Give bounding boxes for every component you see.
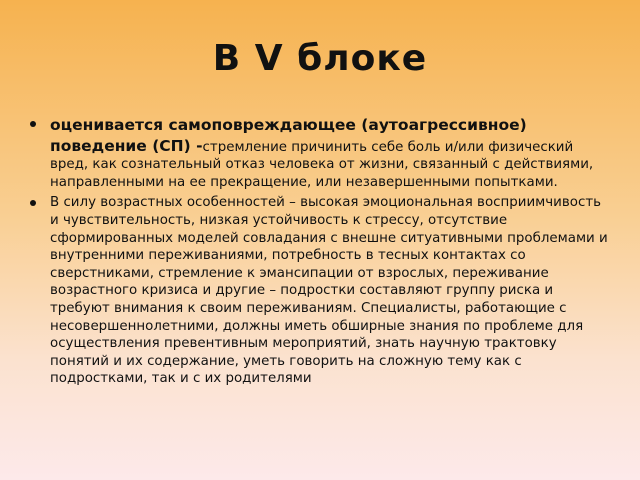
bullet-item-definition xyxy=(28,115,608,191)
bullet-item-risk-group xyxy=(28,194,608,388)
slide-title: В V блоке xyxy=(212,38,428,79)
bullet-lead-text: оценивается самоповреждающее (аутоагрессивное) поведение (СП) - xyxy=(50,116,527,155)
bullet-body-text: стремление причинить себе боль и/или физический вред, как сознательный отказ человека от жизни, связанный с действиями, направленными на ее прекращение, или незавершенными попытками. xyxy=(50,139,594,190)
bullet-dot-icon xyxy=(30,200,36,206)
bullet-dot-icon xyxy=(30,121,36,127)
bullet-list xyxy=(28,115,608,391)
bullet-body-text: В силу возрастных особенностей – высокая эмоциональная восприимчивость и чувствительность, низкая устойчивость к стрессу, отсутствие сформированных моделей совладания с внешне ситуативными проблемами и внутренними переживаниями, потребность в тесных контактах со сверстниками, стремление к эмансипации от взрослых, переживание возрастного кризиса и другие – подростки составляют группу риска и требуют внимания к своим переживаниям. Специалисты, работающие с несовершеннолетними, должны иметь обширные знания по проблеме для осуществления превентивным мероприятий, знать научную трактовку понятий и их содержание, уметь говорить на сложную тему как с подростками, так и с их родителями xyxy=(50,195,608,387)
